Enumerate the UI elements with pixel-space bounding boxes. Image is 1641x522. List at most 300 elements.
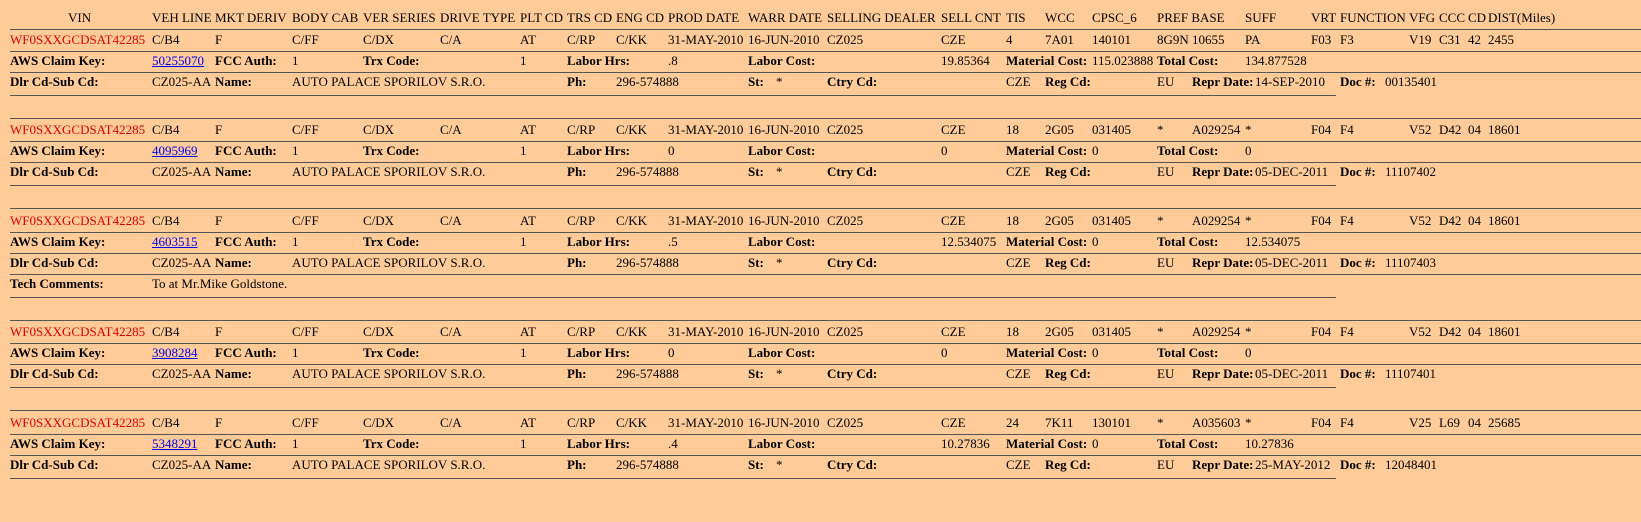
- fcc-auth-label: FCC Auth:: [215, 345, 277, 360]
- labor-hrs-value: .5: [668, 234, 678, 249]
- col-cd: CD: [1468, 10, 1487, 25]
- labor-cost-label: Labor Cost:: [748, 53, 816, 68]
- name-label: Name:: [215, 457, 252, 472]
- labor-cost-value: 10.27836: [941, 436, 990, 451]
- claim-row: [0, 51, 1641, 71]
- drive-type-value: C/A: [440, 213, 462, 228]
- function-value: F3: [1340, 32, 1354, 47]
- wcc-value: 2G05: [1045, 122, 1074, 137]
- fcc-auth-value: 1: [292, 143, 299, 158]
- trx-code-label: Trx Code:: [363, 436, 420, 451]
- phone-label: Ph:: [567, 164, 587, 179]
- total-cost-label: Total Cost:: [1157, 53, 1219, 68]
- labor-cost-label: Labor Cost:: [748, 436, 816, 451]
- labor-hrs-value: 0: [668, 345, 675, 360]
- dealer-name-value: AUTO PALACE SPORILOV S.R.O.: [292, 366, 486, 381]
- col-vin: VIN: [68, 10, 92, 25]
- tis-value: 24: [1006, 415, 1019, 430]
- col-vfg: VFG: [1409, 10, 1436, 25]
- state-value: *: [776, 255, 783, 270]
- wcc-value: 7K11: [1045, 415, 1074, 430]
- col-trs-cd: TRS CD: [567, 10, 613, 25]
- material-cost-label: Material Cost:: [1006, 436, 1088, 451]
- repr-date-label: Repr Date:: [1192, 457, 1254, 472]
- selling-dealer-value: CZ025: [827, 415, 864, 430]
- doc-no-label: Doc #:: [1340, 74, 1376, 89]
- ctry-cd-label: Ctry Cd:: [827, 255, 878, 270]
- tis-value: 18: [1006, 122, 1019, 137]
- cd-value: 04: [1468, 324, 1481, 339]
- state-label: St:: [748, 255, 764, 270]
- material-cost-label: Material Cost:: [1006, 234, 1088, 249]
- labor-cost-value: 0: [941, 143, 948, 158]
- total-cost-value: 134.877528: [1245, 53, 1307, 68]
- pref-value: *: [1157, 415, 1164, 430]
- ctry-cd-label: Ctry Cd:: [827, 366, 878, 381]
- repr-date-value: 05-DEC-2011: [1255, 366, 1329, 381]
- trs-cd-value: C/RP: [567, 415, 596, 430]
- dlr-cd-value: CZ025-AA: [152, 74, 212, 89]
- base-value: 10655: [1192, 32, 1225, 47]
- prod-date-value: 31-MAY-2010: [668, 32, 744, 47]
- doc-no-label: Doc #:: [1340, 164, 1376, 179]
- drive-type-value: C/A: [440, 415, 462, 430]
- col-ccc: CCC: [1439, 10, 1466, 25]
- selling-dealer-value: CZ025: [827, 32, 864, 47]
- claim-row: [0, 232, 1641, 252]
- fcc-auth-label: FCC Auth:: [215, 53, 277, 68]
- record-separator: [10, 320, 1641, 321]
- col-vrt: VRT: [1311, 10, 1337, 25]
- ctry-cd-value: CZE: [1006, 457, 1031, 472]
- vrt-value: F04: [1311, 324, 1332, 339]
- vehicle-row: [0, 120, 1641, 140]
- fcc-auth-label: FCC Auth:: [215, 234, 277, 249]
- state-label: St:: [748, 164, 764, 179]
- base-value: A029254: [1192, 213, 1241, 228]
- col-mkt-deriv: MKT DERIV: [215, 10, 287, 25]
- repr-date-value: 25-MAY-2012: [1255, 457, 1331, 472]
- doc-no-value: 11107403: [1385, 255, 1437, 270]
- ver-series-value: C/DX: [363, 32, 395, 47]
- total-cost-label: Total Cost:: [1157, 234, 1219, 249]
- labor-cost-label: Labor Cost:: [748, 345, 816, 360]
- labor-hrs-label: Labor Hrs:: [567, 143, 630, 158]
- state-value: *: [776, 74, 783, 89]
- dealer-row: [0, 72, 1641, 92]
- dlr-cd-value: CZ025-AA: [152, 255, 212, 270]
- ctry-cd-label: Ctry Cd:: [827, 164, 878, 179]
- dist-value: 25685: [1488, 415, 1521, 430]
- trx-code-label: Trx Code:: [363, 345, 420, 360]
- doc-no-value: 12048401: [1385, 457, 1437, 472]
- vehicle-row: [0, 30, 1641, 50]
- phone-value: 296-574888: [616, 74, 679, 89]
- labor-cost-value: 0: [941, 345, 948, 360]
- labor-hrs-label: Labor Hrs:: [567, 53, 630, 68]
- dist-value: 18601: [1488, 213, 1521, 228]
- vrt-value: F04: [1311, 122, 1332, 137]
- col-veh-line: VEH LINE: [152, 10, 212, 25]
- dist-value: 18601: [1488, 122, 1521, 137]
- vfg-value: V52: [1409, 324, 1432, 339]
- labor-hrs-value: .8: [668, 53, 678, 68]
- labor-hrs-value: 0: [668, 143, 675, 158]
- dlr-cd-label: Dlr Cd-Sub Cd:: [10, 74, 99, 89]
- sell-cnt-value: CZE: [941, 324, 966, 339]
- total-cost-label: Total Cost:: [1157, 345, 1219, 360]
- mkt-deriv-value: F: [215, 415, 223, 430]
- name-label: Name:: [215, 164, 252, 179]
- reg-cd-label: Reg Cd:: [1045, 255, 1091, 270]
- mkt-deriv-value: F: [215, 324, 223, 339]
- trx-code-label: Trx Code:: [363, 143, 420, 158]
- plt-cd-value: AT: [520, 415, 536, 430]
- sell-cnt-value: CZE: [941, 213, 966, 228]
- eng-cd-value: C/KK: [616, 415, 648, 430]
- vrt-value: F03: [1311, 32, 1332, 47]
- reg-cd-label: Reg Cd:: [1045, 366, 1091, 381]
- cpsc6-value: 031405: [1092, 324, 1131, 339]
- trs-cd-value: C/RP: [567, 324, 596, 339]
- suff-value: PA: [1245, 32, 1261, 47]
- body-cab-value: C/FF: [292, 213, 319, 228]
- cpsc6-value: 130101: [1092, 415, 1131, 430]
- dealer-row: [0, 364, 1641, 384]
- labor-hrs-label: Labor Hrs:: [567, 436, 630, 451]
- prod-date-value: 31-MAY-2010: [668, 415, 744, 430]
- trx-qty-value: 1: [520, 234, 527, 249]
- vrt-value: F04: [1311, 213, 1332, 228]
- material-cost-label: Material Cost:: [1006, 53, 1088, 68]
- ccc-value: D42: [1439, 213, 1462, 228]
- ccc-value: D42: [1439, 122, 1462, 137]
- phone-label: Ph:: [567, 457, 587, 472]
- mkt-deriv-value: F: [215, 32, 223, 47]
- dealer-row: [0, 162, 1641, 182]
- fcc-auth-label: FCC Auth:: [215, 436, 277, 451]
- repr-date-value: 14-SEP-2010: [1255, 74, 1326, 89]
- vin-value: WF0SXXGCDSAT42285: [10, 213, 146, 228]
- base-value: A035603: [1192, 415, 1241, 430]
- record-separator: [10, 410, 1641, 411]
- cd-value: 04: [1468, 415, 1481, 430]
- state-value: *: [776, 457, 783, 472]
- col-drive-type: DRIVE TYPE: [440, 10, 516, 25]
- phone-value: 296-574888: [616, 164, 679, 179]
- suff-value: *: [1245, 415, 1252, 430]
- pref-value: *: [1157, 324, 1164, 339]
- cd-value: 04: [1468, 213, 1481, 228]
- aws-claim-key-label: AWS Claim Key:: [10, 143, 106, 158]
- cpsc6-value: 140101: [1092, 32, 1131, 47]
- doc-no-label: Doc #:: [1340, 457, 1376, 472]
- pref-value: 8G9N: [1157, 32, 1189, 47]
- ctry-cd-label: Ctry Cd:: [827, 74, 878, 89]
- ctry-cd-value: CZE: [1006, 255, 1031, 270]
- tech-comments-label: Tech Comments:: [10, 276, 104, 291]
- labor-cost-label: Labor Cost:: [748, 234, 816, 249]
- claim-key-link[interactable]: 4603515: [152, 234, 198, 249]
- prod-date-value: 31-MAY-2010: [668, 122, 744, 137]
- repr-date-label: Repr Date:: [1192, 255, 1254, 270]
- veh-line-value: C/B4: [152, 324, 180, 339]
- sell-cnt-value: CZE: [941, 32, 966, 47]
- pref-value: *: [1157, 122, 1164, 137]
- ctry-cd-value: CZE: [1006, 74, 1031, 89]
- warr-date-value: 16-JUN-2010: [748, 122, 820, 137]
- mkt-deriv-value: F: [215, 213, 223, 228]
- trx-qty-value: 1: [520, 53, 527, 68]
- dealer-name-value: AUTO PALACE SPORILOV S.R.O.: [292, 74, 486, 89]
- base-value: A029254: [1192, 122, 1241, 137]
- col-body-cab: BODY CAB: [292, 10, 359, 25]
- vin-value: WF0SXXGCDSAT42285: [10, 415, 146, 430]
- ccc-value: L69: [1439, 415, 1460, 430]
- reg-cd-value: EU: [1157, 366, 1175, 381]
- aws-claim-key-label: AWS Claim Key:: [10, 436, 106, 451]
- ccc-value: C31: [1439, 32, 1461, 47]
- material-cost-label: Material Cost:: [1006, 143, 1088, 158]
- ver-series-value: C/DX: [363, 324, 395, 339]
- tis-value: 4: [1006, 32, 1013, 47]
- claim-key-link[interactable]: 4095969: [152, 143, 198, 158]
- suff-value: *: [1245, 324, 1252, 339]
- doc-no-value: 00135401: [1385, 74, 1437, 89]
- col-plt-cd: PLT CD: [520, 10, 563, 25]
- aws-claim-key-label: AWS Claim Key:: [10, 53, 106, 68]
- doc-no-value: 11107401: [1385, 366, 1437, 381]
- state-label: St:: [748, 457, 764, 472]
- trx-code-label: Trx Code:: [363, 53, 420, 68]
- function-value: F4: [1340, 415, 1354, 430]
- dealer-row: [0, 253, 1641, 273]
- reg-cd-label: Reg Cd:: [1045, 164, 1091, 179]
- labor-cost-value: 19.85364: [941, 53, 990, 68]
- selling-dealer-value: CZ025: [827, 324, 864, 339]
- veh-line-value: C/B4: [152, 122, 180, 137]
- vin-value: WF0SXXGCDSAT42285: [10, 32, 146, 47]
- fcc-auth-value: 1: [292, 345, 299, 360]
- body-cab-value: C/FF: [292, 415, 319, 430]
- drive-type-value: C/A: [440, 122, 462, 137]
- body-cab-value: C/FF: [292, 32, 319, 47]
- veh-line-value: C/B4: [152, 32, 180, 47]
- col-warr-date: WARR DATE: [748, 10, 823, 25]
- selling-dealer-value: CZ025: [827, 122, 864, 137]
- record-separator: [10, 297, 1336, 298]
- vehicle-row: [0, 322, 1641, 342]
- trx-qty-value: 1: [520, 143, 527, 158]
- ver-series-value: C/DX: [363, 122, 395, 137]
- repr-date-label: Repr Date:: [1192, 164, 1254, 179]
- reg-cd-value: EU: [1157, 457, 1175, 472]
- record-separator: [10, 118, 1641, 119]
- phone-label: Ph:: [567, 366, 587, 381]
- claim-key-link[interactable]: 50255070: [152, 53, 204, 68]
- reg-cd-label: Reg Cd:: [1045, 74, 1091, 89]
- col-function: FUNCTION: [1340, 10, 1406, 25]
- body-cab-value: C/FF: [292, 122, 319, 137]
- base-value: A029254: [1192, 324, 1241, 339]
- trx-qty-value: 1: [520, 436, 527, 451]
- claim-row: [0, 343, 1641, 363]
- labor-cost-label: Labor Cost:: [748, 143, 816, 158]
- labor-hrs-value: .4: [668, 436, 678, 451]
- state-value: *: [776, 164, 783, 179]
- claim-key-link[interactable]: 5348291: [152, 436, 198, 451]
- trs-cd-value: C/RP: [567, 122, 596, 137]
- fcc-auth-value: 1: [292, 234, 299, 249]
- ctry-cd-label: Ctry Cd:: [827, 457, 878, 472]
- mkt-deriv-value: F: [215, 122, 223, 137]
- warr-date-value: 16-JUN-2010: [748, 32, 820, 47]
- fcc-auth-label: FCC Auth:: [215, 143, 277, 158]
- wcc-value: 7A01: [1045, 32, 1074, 47]
- phone-value: 296-574888: [616, 366, 679, 381]
- trx-qty-value: 1: [520, 345, 527, 360]
- material-cost-label: Material Cost:: [1006, 345, 1088, 360]
- cd-value: 04: [1468, 122, 1481, 137]
- plt-cd-value: AT: [520, 32, 536, 47]
- col-cpsc6: CPSC_6: [1092, 10, 1137, 25]
- total-cost-label: Total Cost:: [1157, 436, 1219, 451]
- sell-cnt-value: CZE: [941, 122, 966, 137]
- record-separator: [10, 387, 1336, 388]
- body-cab-value: C/FF: [292, 324, 319, 339]
- plt-cd-value: AT: [520, 324, 536, 339]
- total-cost-value: 12.534075: [1245, 234, 1301, 249]
- eng-cd-value: C/KK: [616, 122, 648, 137]
- material-cost-value: 0: [1092, 143, 1099, 158]
- plt-cd-value: AT: [520, 122, 536, 137]
- vin-value: WF0SXXGCDSAT42285: [10, 324, 146, 339]
- vin-value: WF0SXXGCDSAT42285: [10, 122, 146, 137]
- phone-value: 296-574888: [616, 457, 679, 472]
- state-label: St:: [748, 366, 764, 381]
- vfg-value: V25: [1409, 415, 1432, 430]
- cpsc6-value: 031405: [1092, 213, 1131, 228]
- dlr-cd-label: Dlr Cd-Sub Cd:: [10, 457, 99, 472]
- cpsc6-value: 031405: [1092, 122, 1131, 137]
- veh-line-value: C/B4: [152, 213, 180, 228]
- repr-date-value: 05-DEC-2011: [1255, 164, 1329, 179]
- warr-date-value: 16-JUN-2010: [748, 213, 820, 228]
- drive-type-value: C/A: [440, 324, 462, 339]
- warr-date-value: 16-JUN-2010: [748, 415, 820, 430]
- total-cost-label: Total Cost:: [1157, 143, 1219, 158]
- phone-label: Ph:: [567, 255, 587, 270]
- prod-date-value: 31-MAY-2010: [668, 213, 744, 228]
- doc-no-label: Doc #:: [1340, 366, 1376, 381]
- column-header-row: [0, 8, 1641, 28]
- total-cost-value: 0: [1245, 345, 1252, 360]
- reg-cd-value: EU: [1157, 255, 1175, 270]
- reg-cd-label: Reg Cd:: [1045, 457, 1091, 472]
- selling-dealer-value: CZ025: [827, 213, 864, 228]
- ver-series-value: C/DX: [363, 213, 395, 228]
- fcc-auth-value: 1: [292, 53, 299, 68]
- fcc-auth-value: 1: [292, 436, 299, 451]
- labor-hrs-label: Labor Hrs:: [567, 234, 630, 249]
- claim-row: [0, 141, 1641, 161]
- total-cost-value: 0: [1245, 143, 1252, 158]
- dlr-cd-value: CZ025-AA: [152, 366, 212, 381]
- trs-cd-value: C/RP: [567, 32, 596, 47]
- repr-date-value: 05-DEC-2011: [1255, 255, 1329, 270]
- material-cost-value: 0: [1092, 234, 1099, 249]
- vrt-value: F04: [1311, 415, 1332, 430]
- dlr-cd-label: Dlr Cd-Sub Cd:: [10, 164, 99, 179]
- eng-cd-value: C/KK: [616, 32, 648, 47]
- trs-cd-value: C/RP: [567, 213, 596, 228]
- dlr-cd-value: CZ025-AA: [152, 457, 212, 472]
- wcc-value: 2G05: [1045, 213, 1074, 228]
- doc-no-value: 11107402: [1385, 164, 1437, 179]
- record-separator: [10, 208, 1641, 209]
- name-label: Name:: [215, 255, 252, 270]
- ctry-cd-value: CZE: [1006, 366, 1031, 381]
- dealer-name-value: AUTO PALACE SPORILOV S.R.O.: [292, 255, 486, 270]
- phone-value: 296-574888: [616, 255, 679, 270]
- material-cost-value: 0: [1092, 436, 1099, 451]
- col-ver-series: VER SERIES: [363, 10, 436, 25]
- col-selling-dealer: SELLING DEALER: [827, 10, 936, 25]
- material-cost-value: 115.023888: [1092, 53, 1154, 68]
- vehicle-row: [0, 211, 1641, 231]
- labor-hrs-label: Labor Hrs:: [567, 345, 630, 360]
- prod-date-value: 31-MAY-2010: [668, 324, 744, 339]
- warr-date-value: 16-JUN-2010: [748, 324, 820, 339]
- labor-cost-value: 12.534075: [941, 234, 997, 249]
- trx-code-label: Trx Code:: [363, 234, 420, 249]
- col-suff: SUFF: [1245, 10, 1277, 25]
- col-eng-cd: ENG CD: [616, 10, 665, 25]
- vfg-value: V19: [1409, 32, 1432, 47]
- suff-value: *: [1245, 122, 1252, 137]
- function-value: F4: [1340, 324, 1354, 339]
- aws-claim-key-label: AWS Claim Key:: [10, 345, 106, 360]
- drive-type-value: C/A: [440, 32, 462, 47]
- dlr-cd-label: Dlr Cd-Sub Cd:: [10, 366, 99, 381]
- record-separator: [10, 478, 1336, 479]
- function-value: F4: [1340, 213, 1354, 228]
- record-separator: [10, 185, 1336, 186]
- reg-cd-value: EU: [1157, 74, 1175, 89]
- dlr-cd-label: Dlr Cd-Sub Cd:: [10, 255, 99, 270]
- dealer-name-value: AUTO PALACE SPORILOV S.R.O.: [292, 164, 486, 179]
- col-tis: TIS: [1006, 10, 1026, 25]
- col-dist: DIST(Miles): [1488, 10, 1556, 25]
- suff-value: *: [1245, 213, 1252, 228]
- sell-cnt-value: CZE: [941, 415, 966, 430]
- state-value: *: [776, 366, 783, 381]
- col-wcc: WCC: [1045, 10, 1075, 25]
- phone-label: Ph:: [567, 74, 587, 89]
- ver-series-value: C/DX: [363, 415, 395, 430]
- dealer-name-value: AUTO PALACE SPORILOV S.R.O.: [292, 457, 486, 472]
- doc-no-label: Doc #:: [1340, 255, 1376, 270]
- eng-cd-value: C/KK: [616, 324, 648, 339]
- reg-cd-value: EU: [1157, 164, 1175, 179]
- record-separator: [10, 95, 1336, 96]
- vehicle-row: [0, 413, 1641, 433]
- col-pref-base: PREF BASE: [1157, 10, 1225, 25]
- function-value: F4: [1340, 122, 1354, 137]
- claim-key-link[interactable]: 3908284: [152, 345, 198, 360]
- ccc-value: D42: [1439, 324, 1462, 339]
- aws-claim-key-label: AWS Claim Key:: [10, 234, 106, 249]
